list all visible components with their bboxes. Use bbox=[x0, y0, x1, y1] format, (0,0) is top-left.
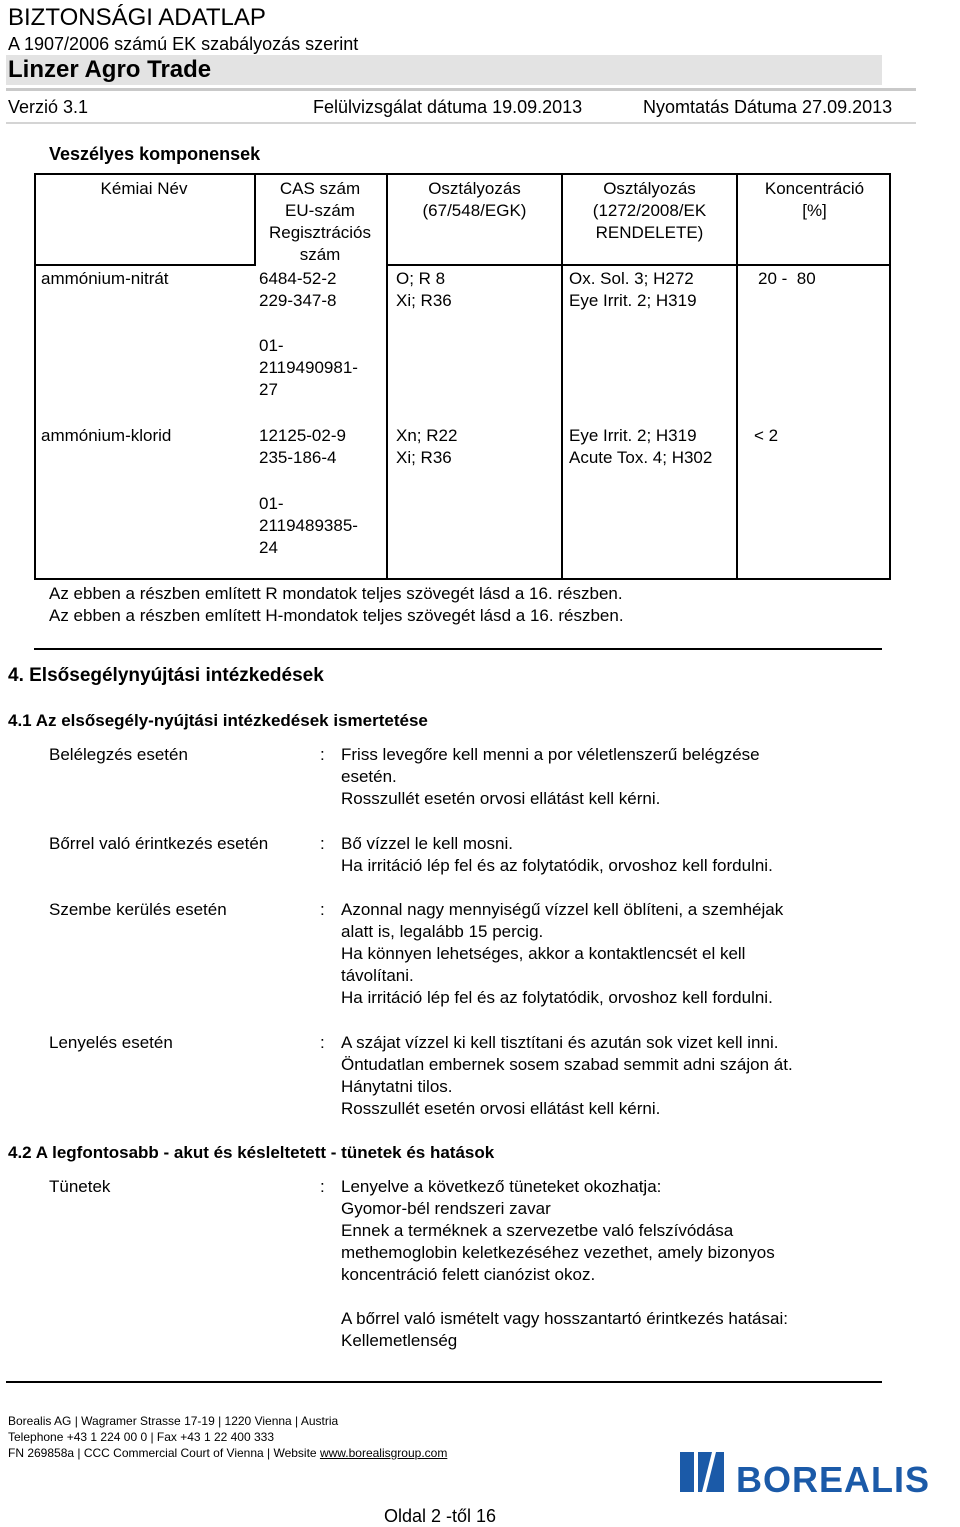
skin-contact-colon: : bbox=[320, 834, 325, 853]
symptoms-line-3: Ennek a terméknek a szervezetbe való felszívódása bbox=[341, 1221, 734, 1240]
col-divider-4 bbox=[736, 175, 738, 578]
symptoms-line-1: Lenyelve a következő tüneteket okozhatja: bbox=[341, 1177, 662, 1196]
borealis-logo-text: BOREALIS bbox=[736, 1459, 931, 1500]
ingestion-label: Lenyelés esetén bbox=[49, 1033, 173, 1052]
eye-contact-colon: : bbox=[320, 900, 325, 919]
skin-contact-label: Bőrrel való érintkezés esetén bbox=[49, 834, 269, 853]
row2-cls67-1: Xn; R22 bbox=[396, 426, 458, 445]
eye-contact-line-5: Ha irritáció lép fel és az folytatódik, orvoshoz kell fordulni. bbox=[341, 988, 773, 1007]
header-underline-4 bbox=[736, 264, 891, 266]
row2-concentration: < 2 bbox=[754, 426, 779, 445]
header-divider bbox=[6, 88, 916, 91]
skin-contact-line-2: Ha irritáció lép fel és az folytatódik, orvoshoz kell fordulni. bbox=[341, 856, 773, 875]
ingestion-colon: : bbox=[320, 1033, 325, 1052]
row1-cls67-2: Xi; R36 bbox=[396, 291, 452, 310]
company-name: Linzer Agro Trade bbox=[8, 56, 212, 83]
col-header-clp-2: (1272/2008/EK bbox=[592, 201, 707, 220]
symptoms-colon: : bbox=[320, 1177, 325, 1196]
skin-contact-line-1: Bő vízzel le kell mosni. bbox=[341, 834, 513, 853]
ingestion-line-1: A szájat vízzel ki kell tisztítani és azután sok vizet kell inni. bbox=[341, 1033, 779, 1052]
borealis-logo bbox=[676, 1448, 956, 1502]
header-divider-bottom bbox=[6, 122, 916, 124]
footer-registry-text: FN 269858a | CCC Commercial Court of Vienna | Website bbox=[8, 1446, 320, 1460]
header-underline-1 bbox=[36, 264, 256, 266]
col-header-conc-2: [%] bbox=[802, 201, 827, 220]
col-header-cas-2: EU-szám bbox=[285, 201, 355, 220]
section-4-1-title: 4.1 Az elsősegély-nyújtási intézkedések ismertetése bbox=[8, 711, 428, 730]
col-header-clp-1: Osztályozás bbox=[603, 179, 696, 198]
eye-contact-line-4: távolítani. bbox=[341, 966, 414, 985]
inhalation-line-2: esetén. bbox=[341, 767, 397, 786]
col-header-cas-4: szám bbox=[299, 245, 341, 264]
row2-cls67-2: Xi; R36 bbox=[396, 448, 452, 467]
version-label: Verzió 3.1 bbox=[8, 97, 89, 117]
symptoms-line-5: koncentráció felett cianózist okoz. bbox=[341, 1265, 596, 1284]
row2-cas: 12125-02-9 bbox=[259, 426, 346, 445]
page-number: Oldal 2 -től 16 bbox=[384, 1506, 497, 1526]
inhalation-colon: : bbox=[320, 745, 325, 764]
row1-cls67-1: O; R 8 bbox=[396, 269, 446, 288]
row1-cas: 6484-52-2 bbox=[259, 269, 337, 288]
row2-name: ammónium-klorid bbox=[41, 426, 172, 445]
col-header-cls67-1: Osztályozás bbox=[428, 179, 521, 198]
row1-eu: 229-347-8 bbox=[259, 291, 337, 310]
footer-phone: Telephone +43 1 224 00 0 | Fax +43 1 22 400 333 bbox=[8, 1430, 275, 1444]
row1-reg-2: 2119490981- bbox=[259, 358, 358, 377]
footer-address: Borealis AG | Wagramer Strasse 17-19 | 1220 Vienna | Austria bbox=[8, 1414, 339, 1428]
header-underline-2 bbox=[386, 264, 563, 266]
col-header-cls67-2: (67/548/EGK) bbox=[422, 201, 527, 220]
ingestion-line-3: Hánytatni tilos. bbox=[341, 1077, 453, 1096]
section-4-2-title: 4.2 A legfontosabb - akut és késleltetett - tünetek és hatások bbox=[8, 1143, 495, 1162]
row2-reg-2: 2119489385- bbox=[259, 516, 358, 535]
symptoms-line-2: Gyomor-bél rendszeri zavar bbox=[341, 1199, 551, 1218]
eye-contact-line-1: Azonnal nagy mennyiségű vízzel kell öblíteni, a szemhéjak bbox=[341, 900, 784, 919]
footer-registry bbox=[8, 1446, 447, 1461]
ingestion-line-4: Rosszullét esetén orvosi ellátást kell kérni. bbox=[341, 1099, 661, 1118]
r-phrases-note: Az ebben a részben említett R mondatok teljes szövegét lásd a 16. részben. bbox=[49, 584, 623, 603]
inhalation-line-1: Friss levegőre kell menni a por véletlenszerű belégzése bbox=[341, 745, 760, 764]
row1-clp-2: Eye Irrit. 2; H319 bbox=[569, 291, 697, 310]
eye-contact-line-2: alatt is, legalább 15 percig. bbox=[341, 922, 544, 941]
row2-clp-1: Eye Irrit. 2; H319 bbox=[569, 426, 697, 445]
header-underline-3 bbox=[561, 264, 738, 266]
document-title: BIZTONSÁGI ADATLAP bbox=[8, 4, 266, 31]
h-phrases-note: Az ebben a részben említett H-mondatok teljes szövegét lásd a 16. részben. bbox=[49, 606, 624, 625]
eye-contact-line-3: Ha könnyen lehetséges, akkor a kontaktlencsét el kell bbox=[341, 944, 746, 963]
section-divider-4 bbox=[34, 648, 882, 650]
eye-contact-label: Szembe kerülés esetén bbox=[49, 900, 227, 919]
row1-name: ammónium-nitrát bbox=[41, 269, 169, 288]
row1-reg-3: 27 bbox=[259, 380, 278, 399]
components-table bbox=[34, 173, 891, 580]
borealis-logo-mark bbox=[680, 1452, 724, 1492]
col-divider-2 bbox=[386, 175, 388, 578]
document-subtitle: A 1907/2006 számú EK szabályozás szerint bbox=[8, 34, 359, 54]
col-header-cas-3: Regisztrációs bbox=[268, 223, 372, 242]
col-header-cas-1: CAS szám bbox=[279, 179, 361, 198]
row2-reg-3: 24 bbox=[259, 538, 278, 557]
symptoms-label: Tünetek bbox=[49, 1177, 111, 1196]
row1-reg-1: 01- bbox=[259, 336, 284, 355]
col-header-conc-1: Koncentráció bbox=[764, 179, 865, 198]
symptoms-skin-line-2: Kellemetlenség bbox=[341, 1331, 458, 1350]
col-header-clp-3: RENDELETE) bbox=[595, 223, 704, 242]
print-date: Nyomtatás Dátuma 27.09.2013 bbox=[643, 97, 893, 117]
revision-date: Felülvizsgálat dátuma 19.09.2013 bbox=[313, 97, 583, 117]
row2-clp-2: Acute Tox. 4; H302 bbox=[569, 448, 713, 467]
row2-reg-1: 01- bbox=[259, 494, 284, 513]
row1-concentration: 20 - 80 bbox=[758, 269, 816, 288]
symptoms-skin-line-1: A bőrrel való ismételt vagy hosszantartó érintkezés hatásai: bbox=[341, 1309, 788, 1328]
inhalation-line-3: Rosszullét esetén orvosi ellátást kell kérni. bbox=[341, 789, 661, 808]
footer-website-link[interactable]: www.borealisgroup.com bbox=[319, 1446, 448, 1460]
col-header-name: Kémiai Név bbox=[100, 179, 188, 198]
footer-divider bbox=[6, 1381, 882, 1383]
row1-clp-1: Ox. Sol. 3; H272 bbox=[569, 269, 694, 288]
row2-eu: 235-186-4 bbox=[259, 448, 337, 467]
ingestion-line-2: Öntudatlan embernek sosem szabad semmit adni szájon át. bbox=[341, 1055, 793, 1074]
components-heading: Veszélyes komponensek bbox=[49, 144, 261, 164]
symptoms-line-4: methemoglobin keletkezéséhez vezethet, amely bizonyos bbox=[341, 1243, 775, 1262]
inhalation-label: Belélegzés esetén bbox=[49, 745, 188, 764]
section-4-title: 4. Elsősegélynyújtási intézkedések bbox=[8, 665, 324, 686]
